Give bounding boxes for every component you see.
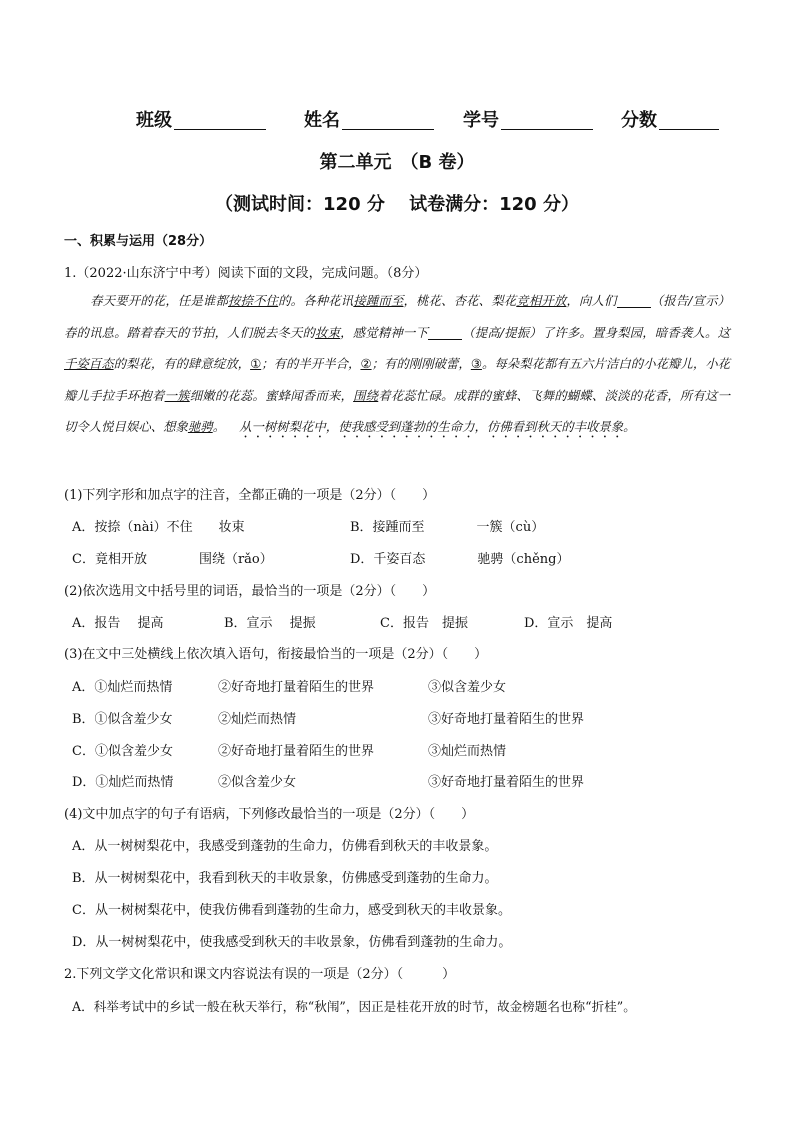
sub3-option-a-part3: ③似含羞少女 xyxy=(428,680,507,695)
sub3-option-c-part3: ③灿烂而热情 xyxy=(428,744,507,759)
slot-3: ③ xyxy=(470,356,482,371)
dotted-sentence: 从一树树梨花中，使我感受到蓬勃的生命力，仿佛看到秋天的丰收景象。 xyxy=(239,419,636,434)
sub1-option-d[interactable]: D．千姿百态 驰骋（chěng） xyxy=(350,552,570,567)
question-2-stem: 2.下列文学文化常识和课文内容说法有误的一项是（2分）（ ） xyxy=(64,967,456,982)
blank-2[interactable] xyxy=(428,325,462,340)
sub4-option-c[interactable]: C．从一树树梨花中，使我仿佛看到蓬勃的生命力，感受到秋天的丰收景象。 xyxy=(72,903,511,918)
name-label: 姓名 xyxy=(304,110,340,131)
student-id-blank[interactable] xyxy=(501,111,593,130)
reading-passage: 春天要开的花，任是谁都按捺不住的。各种花讯接踵而至，桃花、杏花、梨花竞相开放，向人们 （报告/宣示）春的讯息。踏着春天的节拍，人们脱去冬天的妆束，感觉精神一下 （提高/提振）了许多。置身梨园，暗香袭人。这千姿百态的梨花，有的肆意绽放，①；有的半开半合，②；有的刚刚破蕾，③。每朵梨花都有五六片洁白的小花瓣儿，小花瓣儿手拉手环抱着一簇细嫩的花蕊。蜜蜂闻香而来，围绕着花蕊忙碌。成群的蜜蜂、飞舞的蝴蝶、淡淡的花香，所有这一切令人悦目娱心、想象驰骋。 从一树树梨花中，使我感受到蓬勃的生命力，仿佛看到秋天的丰收景象。 xyxy=(64,293,731,434)
sub4-stem: (4)文中加点字的句子有语病，下列修改最恰当的一项是（2分）（ ） xyxy=(64,807,475,822)
question-1-stem: 1.（2022·山东济宁中考）阅读下面的文段，完成问题。（8分） xyxy=(64,266,428,281)
page-subtitle: （测试时间：120 分 试卷满分：120 分） xyxy=(215,194,579,215)
section-heading: 一、积累与运用（28分） xyxy=(64,234,213,249)
sub3-option-d-part3: ③好奇地打量着陌生的世界 xyxy=(428,775,585,790)
name-field[interactable] xyxy=(304,106,434,132)
word-yi-cu: 一簇 xyxy=(164,387,190,403)
word-jing-xiang: 竞相开放 xyxy=(516,293,567,308)
sub1-option-c[interactable]: C．竟相开放 围绕（rǎo） xyxy=(72,552,273,567)
sub3-option-b-part1[interactable]: B．①似含羞少女 xyxy=(72,712,173,727)
sub3-option-b-part3: ③好奇地打量着陌生的世界 xyxy=(428,712,585,727)
sub3-option-c-part1[interactable]: C．①似含羞少女 xyxy=(72,744,173,759)
page-title: 第二单元 （B 卷） xyxy=(319,152,475,173)
q2-option-a[interactable]: A．科举考试中的乡试一般在秋天举行，称“秋闱”，因正是桂花开放的时节，故金榜题名也称“折桂”。 xyxy=(72,999,636,1014)
class-field[interactable] xyxy=(136,106,266,132)
sub4-option-a[interactable]: A．从一树树梨花中，我感受到蓬勃的生命力，仿佛看到秋天的丰收景象。 xyxy=(72,839,498,854)
word-jie-zhong: 接踵而至 xyxy=(353,293,404,308)
sub1-stem: (1)下列字形和加点字的注音，全都正确的一项是（2分）（ ） xyxy=(64,488,436,503)
slot-2: ② xyxy=(360,356,372,371)
word-wei-rao: 围绕 xyxy=(353,387,379,403)
sub1-option-b[interactable]: B．接踵而至 一簇（cù） xyxy=(350,520,545,535)
sub3-option-a-part2: ②好奇地打量着陌生的世界 xyxy=(218,680,375,695)
slot-1: ① xyxy=(250,356,262,371)
class-blank[interactable] xyxy=(174,111,266,130)
word-qian-zi: 千姿百态 xyxy=(64,356,114,371)
sub2-option-d[interactable]: D．宣示 提高 xyxy=(524,616,613,631)
sub1-option-a[interactable]: A．按捺（nài）不住 妆束 xyxy=(72,520,245,535)
score-label: 分数 xyxy=(621,110,657,131)
sub2-stem: (2)依次选用文中括号里的词语，最恰当的一项是（2分）（ ） xyxy=(64,584,436,599)
sub3-stem: (3)在文中三处横线上依次填入语句，衔接最恰当的一项是（2分）（ ） xyxy=(64,647,488,662)
name-blank[interactable] xyxy=(342,111,434,130)
score-blank[interactable] xyxy=(659,111,719,130)
sub3-option-d-part1[interactable]: D．①灿烂而热情 xyxy=(72,775,174,790)
sub4-option-b[interactable]: B．从一树树梨花中，我看到秋天的丰收景象，仿佛感受到蓬勃的生命力。 xyxy=(72,871,498,886)
class-label: 班级 xyxy=(136,110,172,131)
sub3-option-b-part2: ②灿烂而热情 xyxy=(218,712,297,727)
student-id-field[interactable] xyxy=(463,106,593,132)
sub2-option-c[interactable]: C．报告 提振 xyxy=(380,616,468,631)
sub3-option-a-part1[interactable]: A．①灿烂而热情 xyxy=(72,680,173,695)
student-id-label: 学号 xyxy=(463,110,499,131)
sub4-option-d[interactable]: D．从一树树梨花中，使我感受到秋天的丰收景象，仿佛看到蓬勃的生命力。 xyxy=(72,935,512,950)
sub2-option-b[interactable]: B．宣示 提振 xyxy=(224,616,316,631)
sub3-option-d-part2: ②似含羞少女 xyxy=(218,775,297,790)
score-field[interactable] xyxy=(621,106,719,132)
sub2-option-a[interactable]: A．报告 提高 xyxy=(72,616,164,631)
blank-1[interactable] xyxy=(617,293,651,308)
sub3-option-c-part2: ②好奇地打量着陌生的世界 xyxy=(218,744,375,759)
word-chi-cheng: 驰骋 xyxy=(187,419,213,434)
word-an-na: 按捺不住 xyxy=(228,293,279,308)
word-zhuang-shu: 妆束 xyxy=(315,324,341,340)
